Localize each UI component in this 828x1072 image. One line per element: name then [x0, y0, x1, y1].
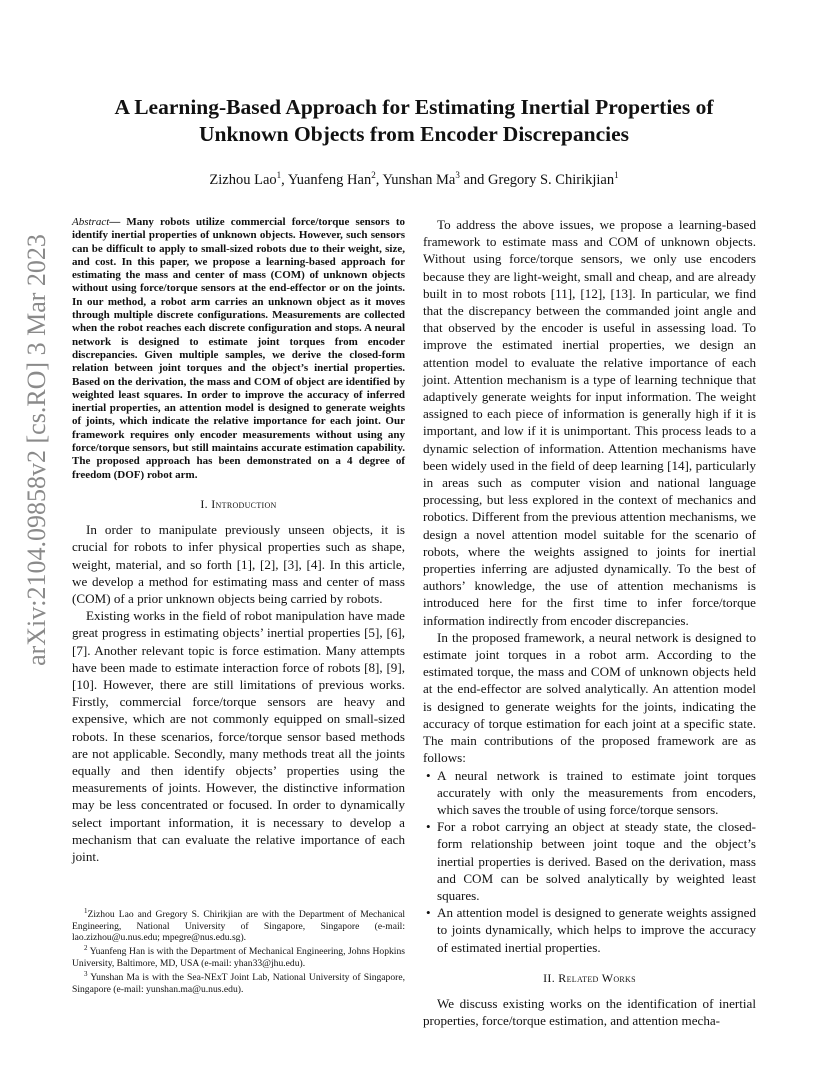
paragraph: In the proposed framework, a neural network is designed to estimate joint torques in a robot arm. According to the estimated torque, the mass and COM of unknown objects held at the end-effector are solved analytically. An attention model is designed to generate weights for the joints, indicating the accuracy of torque estimation for each joint at a specific state. The main contributions of the proposed framework are as follows: — [423, 629, 756, 766]
paragraph: In order to manipulate previously unseen objects, it is crucial for robots to infer physical properties such as shape, weight, material, and so forth [1], [2], [3], [4]. In this article, we develop a method for estimating mass and center of mass (COM) of a prior unknown objects being carried by robots. — [72, 522, 405, 606]
author-affiliation-mark: 3 — [455, 170, 460, 180]
list-item: • For a robot carrying an object at steady state, the closed-form relationship between joint toque and the object’s inertial properties is derived. Based on the derivation, mass and COM can be solved analytically by weighted least squares. — [437, 818, 756, 904]
contributions-list — [423, 767, 756, 956]
abstract — [72, 216, 405, 482]
list-item: • An attention model is designed to generate weights assigned to joints dynamically, which helps to improve the accuracy of estimated inertial properties. — [437, 904, 756, 956]
paragraph: Existing works in the field of robot manipulation have made great progress in estimating objects’ inertial properties [5], [6], [7]. Another relevant topic is force estimation. Many attempts have been made to estimate interaction force of robots [8], [9], [10]. However, there are still limitations of previous works. Firstly, commercial force/torque sensors are heavy and expensive, which are not commonly equipped on small-sized robots. In these scenarios, force/torque sensor based methods are not applicable. Secondly, many methods treat all the joints equally and then identify objects’ properties using the measurements of joints. However, the distinctive information may be less concentrated or focused. In order to dynamically select important information, it is necessary to develop a mechanism that can evaluate the relative importance of each joint. — [72, 608, 405, 864]
left-column — [72, 216, 405, 865]
author-separator: , — [281, 171, 288, 188]
author-affiliation-mark: 1 — [614, 170, 619, 180]
author-name: Zizhou Lao — [209, 171, 277, 188]
footnote-text: Zizhou Lao and Gregory S. Chirikjian are with the Department of Mechanical Engineering, National University of Singapore, Singapore (e-mail: lao.zizhou@u.nus.edu; mpegre@nus.edu.sg). — [72, 909, 405, 943]
paper-title: A Learning-Based Approach for Estimating Inertial Properties of Unknown Objects from Encoder Discrepancies — [114, 95, 714, 146]
footnote-text: Yuanfeng Han is with the Department of Mechanical Engineering, Johns Hopkins University, Baltimore, MD, USA (e-mail: yhan33@jhu.edu). — [72, 946, 405, 969]
footnote-text: Yunshan Ma is with the Sea-NExT Joint Lab, National University of Singapore, Singapore (e-mail: yunshan.ma@u.nus.edu). — [72, 972, 405, 995]
author-affiliation-mark: 2 — [371, 170, 376, 180]
list-item: • A neural network is trained to estimate joint torques accurately with only the measurements from encoders, which saves the trouble of using force/torque sensors. — [437, 767, 756, 819]
footnote-mark: 2 — [84, 944, 88, 953]
footnote-mark: 1 — [84, 907, 88, 915]
author-name: Yunshan Ma — [382, 171, 456, 188]
abstract-label: Abstract — [72, 216, 110, 228]
right-column — [423, 216, 756, 1029]
arxiv-side-stamp — [12, 150, 62, 750]
author-separator: , — [375, 171, 383, 188]
section-heading-introduction: I. Introduction — [200, 496, 277, 511]
author-separator: and — [459, 171, 489, 188]
abstract-text: — Many robots utilize commercial force/torque sensors to identify inertial properties of unknown objects. However, such sensors can be difficult to apply to small-sized robots due to their weight, size, and cost. In this paper, we propose a learning-based approach for estimating the mass and center of mass (COM) of unknown objects without using force/torque sensors at the end-effector or on the joints. In our method, a robot arm carries an unknown object as it moves through multiple discrete configurations. Measurements are collected when the robot reaches each discrete configuration and stops. A neural network is designed to estimate joint torques from encoder discrepancies. Given multiple samples, we derive the closed-form relation between joint torques and the object’s inertial properties. Based on the derivation, the mass and COM of object are identified by weighted least squares. In order to improve the accuracy of inferred inertial properties, an attention model is designed to generate weights of joints, which indicate the relative importance for each joint. Our framework requires only encoder measurements without using any force/torque sensors, but still maintains accurate estimation capability. The proposed approach has been demonstrated on a 4 degree of freedom (DOF) robot arm. — [72, 216, 405, 481]
footnote — [72, 906, 405, 943]
author-affiliation-mark: 1 — [276, 170, 282, 180]
footnote — [72, 943, 405, 969]
author-name: Yuanfeng Han — [287, 171, 372, 188]
footnote — [72, 969, 405, 995]
arxiv-identifier: arXiv:2104.09858v2 [cs.RO] 3 Mar 2023 — [22, 234, 51, 666]
paragraph: We discuss existing works on the identification of inertial properties, force/torque estimation, and attention mecha- — [423, 995, 756, 1029]
footnotes — [72, 906, 405, 995]
author-name: Gregory S. Chirikjian — [488, 171, 615, 188]
paragraph: To address the above issues, we propose a learning-based framework to estimate mass and COM of unknown objects. Without using force/torque sensors, we only use encoders because they are light-weight, small and cheap, and are already built in to most robots [11], [12], [13]. In particular, we find that the discrepancy between the commanded joint angle and that observed by the encoder is useful in assessing load. To improve the estimated inertial properties, we design an attention model to evaluate the relative importance of each joint. Attention mechanism is a type of learning technique that adaptively generate weights for input information. The weight assigned to each piece of information is generally high if it is important, and low if it is unimportant. This process leads to a dynamic selection of information. Attention mechanisms have been widely used in the field of deep learning [14], particularly in areas such as computer vision and national language processing, but less explored in the context of mechanics and robotics. Different from the previous attention mechanisms, we design a novel attention model suitable for the scenario of robots, where the weights assigned to joints for inertial properties inferring are adjusted dynamically. To the best of authors’ knowledge, the use of attention mechanisms is introduced here for the first time to infer force/torque information indirectly from encoder discrepancies. — [423, 217, 756, 628]
section-heading-related-works: II. Related Works — [543, 970, 636, 985]
footnote-mark: 3 — [84, 970, 88, 979]
author-list — [80, 170, 748, 189]
